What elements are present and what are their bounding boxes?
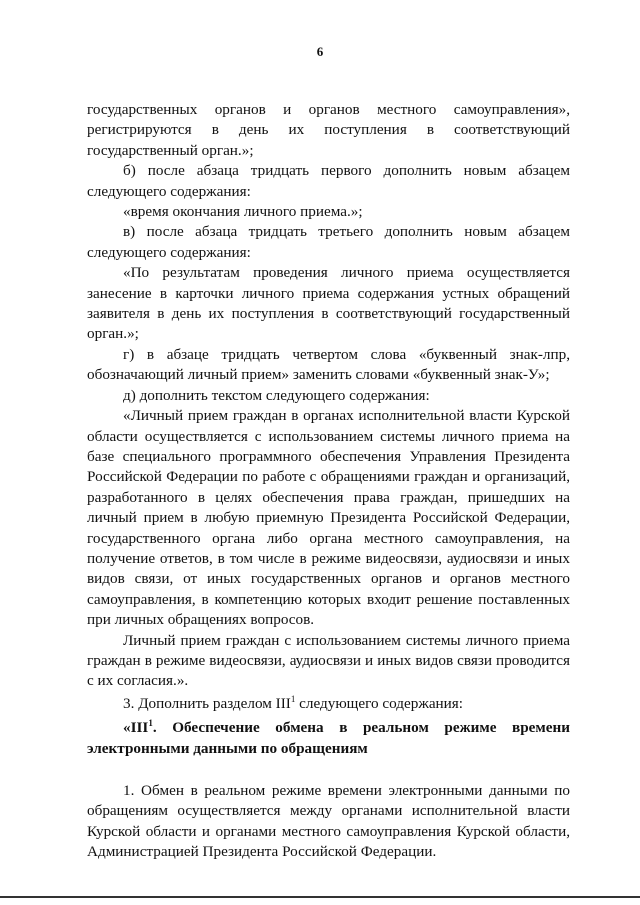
paragraph-quote-personal-reception: «Личный прием граждан в органах исполнительной власти Курской области осуществляется с использованием системы личного приема на базе специального программного обеспечения Управления Президента Российской Федерации по работе с обращениями граждан и организаций, разработанного в целях обеспечения права граждан, пришедших на личный прием в любую приемную Президента Российской Федерации, государственного органа либо органа местного самоуправления, на получение ответов, в том числе в режиме видеосвязи, аудиосвязи и иных видов связи, от иных государственных органов и органов местного самоуправления, в компетенцию которых входит решение поставленных при личных обращениях вопросов. bbox=[87, 407, 570, 629]
paragraph-v: в) после абзаца тридцать третьего дополнить новым абзацем следующего содержания: bbox=[87, 223, 570, 261]
paragraph-g: г) в абзаце тридцать четвертом слова «буквенный знак-лпр, обозначающий личный прием» заменить словами «буквенный знак-У»; bbox=[87, 345, 570, 384]
paragraph-quote-time: «время окончания личного приема.»; bbox=[123, 203, 363, 221]
page-number: 6 bbox=[316, 44, 324, 59]
section-heading-number: «III bbox=[123, 719, 149, 737]
paragraph-add-section bbox=[87, 694, 570, 714]
paragraph-continuation: государственных органов и органов местного самоуправления», регистрируются в день их поступления в соответствующий государственный орган.»; bbox=[87, 101, 570, 159]
section-heading-title: . Обеспечение обмена в реальном режиме времени электронными данными по обращениям bbox=[87, 719, 570, 757]
paragraph-b: б) после абзаца тридцать первого дополнить новым абзацем следующего содержания: bbox=[87, 162, 570, 200]
document-body bbox=[87, 100, 570, 863]
section-heading bbox=[87, 718, 570, 759]
paragraph-d: д) дополнить текстом следующего содержания: bbox=[123, 386, 430, 404]
section-add-text-end: следующего содержания: bbox=[295, 694, 464, 712]
section-heading-superscript: 1 bbox=[148, 718, 153, 729]
paragraph-reception-consent: Личный прием граждан с использованием системы личного приема граждан в режиме видеосвязи, аудиосвязи и иных видов связи проводится с их согласия.». bbox=[87, 631, 570, 690]
section-add-text: 3. Дополнить разделом III bbox=[123, 694, 291, 712]
paragraph-exchange: 1. Обмен в реальном режиме времени электронными данными по обращениям осуществляется между органами исполнительной власти Курской области и органами местного самоуправления Курской области, Администрацией Президента Российской Федерации. bbox=[87, 782, 570, 861]
section-add-superscript: 1 bbox=[290, 693, 296, 704]
paragraph-quote-results: «По результатам проведения личного приема осуществляется занесение в карточки личного приема содержания устных обращений заявителя в день их поступления в соответствующий государственный орган.»; bbox=[87, 264, 570, 343]
bottom-divider bbox=[0, 896, 640, 898]
